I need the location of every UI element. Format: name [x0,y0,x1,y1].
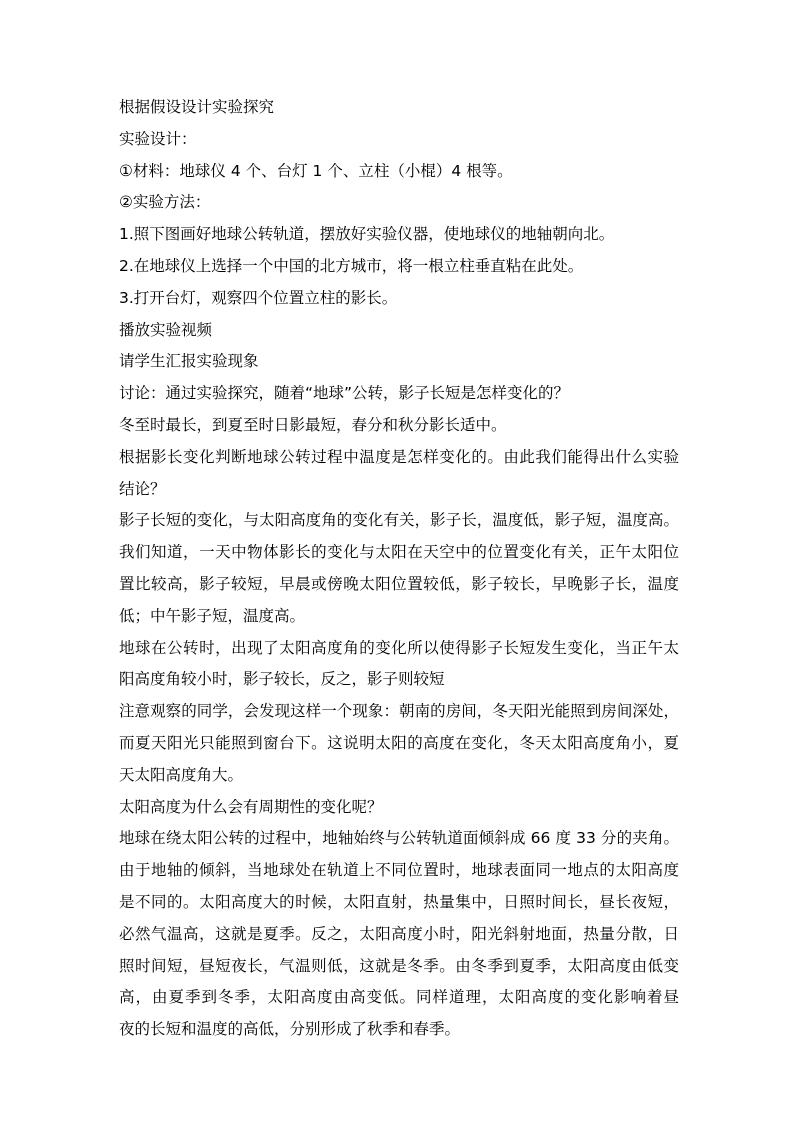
paragraph-line: 照时间短，昼短夜长，气温则低，这就是冬季。由冬季到夏季，太阳高度由低变 [119,956,679,975]
paragraph-line: 结论？ [119,479,166,498]
discussion-question: 讨论：通过实验探究，随着“地球”公转，影子长短是怎样变化的？ [119,384,570,403]
report-phenomenon-line: 请学生汇报实验现象 [119,352,259,371]
paragraph-line: 低；中午影子短，温度高。 [119,606,306,625]
paragraph-line: 地球在绕太阳公转的过程中，地轴始终与公转轨道面倾斜成 66 度 33 分的夹角。 [119,829,679,848]
discussion-answer: 冬至时最长，到夏至时日影最短，春分和秋分影长适中。 [119,415,507,434]
play-video-line: 播放实验视频 [119,320,213,339]
paragraph-line: 由于地轴的倾斜，当地球处在轨道上不同位置时，地球表面同一地点的太阳高度 [119,861,679,880]
paragraph-line: 是不同的。太阳高度大的时候，太阳直射，热量集中，日照时间长，昼长夜短， [119,892,679,911]
paragraph-line: 阳高度角较小时，影子较长，反之，影子则较短 [119,670,445,689]
paragraph-line: 而夏天阳光只能照到窗台下。这说明太阳的高度在变化，冬天太阳高度角小，夏 [119,733,679,752]
paragraph-line: 高，由夏季到冬季，太阳高度由高变低。同样道理，太阳高度的变化影响着昼 [119,988,679,1007]
method-step-3: 3.打开台灯，观察四个位置立柱的影长。 [119,288,398,307]
paragraph-line: 影子长短的变化，与太阳高度角的变化有关，影子长，温度低，影子短，温度高。 [119,511,679,530]
label-method: ②实验方法： [119,193,211,212]
paragraph-line: 注意观察的同学，会发现这样一个现象：朝南的房间，冬天阳光能照到房间深处， [119,702,679,721]
heading-hypothesis-experiment: 根据假设设计实验探究 [119,98,275,116]
paragraph-line: 根据影长变化判断地球公转过程中温度是怎样变化的。由此我们能得出什么实验 [119,447,679,466]
paragraph-line: 必然气温高，这就是夏季。反之，太阳高度小时，阳光斜射地面，热量分散，日 [119,924,679,943]
paragraph-line: 置比较高，影子较短，早晨或傍晚太阳位置较低，影子较长，早晚影子长，温度 [119,574,679,593]
question-periodic-change: 太阳高度为什么会有周期性的变化呢？ [119,797,383,816]
materials-line: ①材料：地球仪 4 个、台灯 1 个、立柱（小棍）4 根等。 [119,161,513,180]
paragraph-line: 我们知道，一天中物体影长的变化与太阳在天空中的位置变化有关，正午太阳位 [119,543,679,562]
document-body [119,92,679,1046]
method-step-1: 1.照下图画好地球公转轨道，摆放好实验仪器，使地球仪的地轴朝向北。 [119,225,615,244]
paragraph-line: 天太阳高度角大。 [119,765,244,784]
paragraph-line: 夜的长短和温度的高低，分别形成了秋季和春季。 [119,1020,461,1039]
label-experiment-design: 实验设计： [119,129,197,148]
method-step-2: 2.在地球仪上选择一个中国的北方城市，将一根立柱垂直粘在此处。 [119,256,584,275]
paragraph-line: 地球在公转时，出现了太阳高度角的变化所以使得影子长短发生变化，当正午太 [119,638,679,657]
